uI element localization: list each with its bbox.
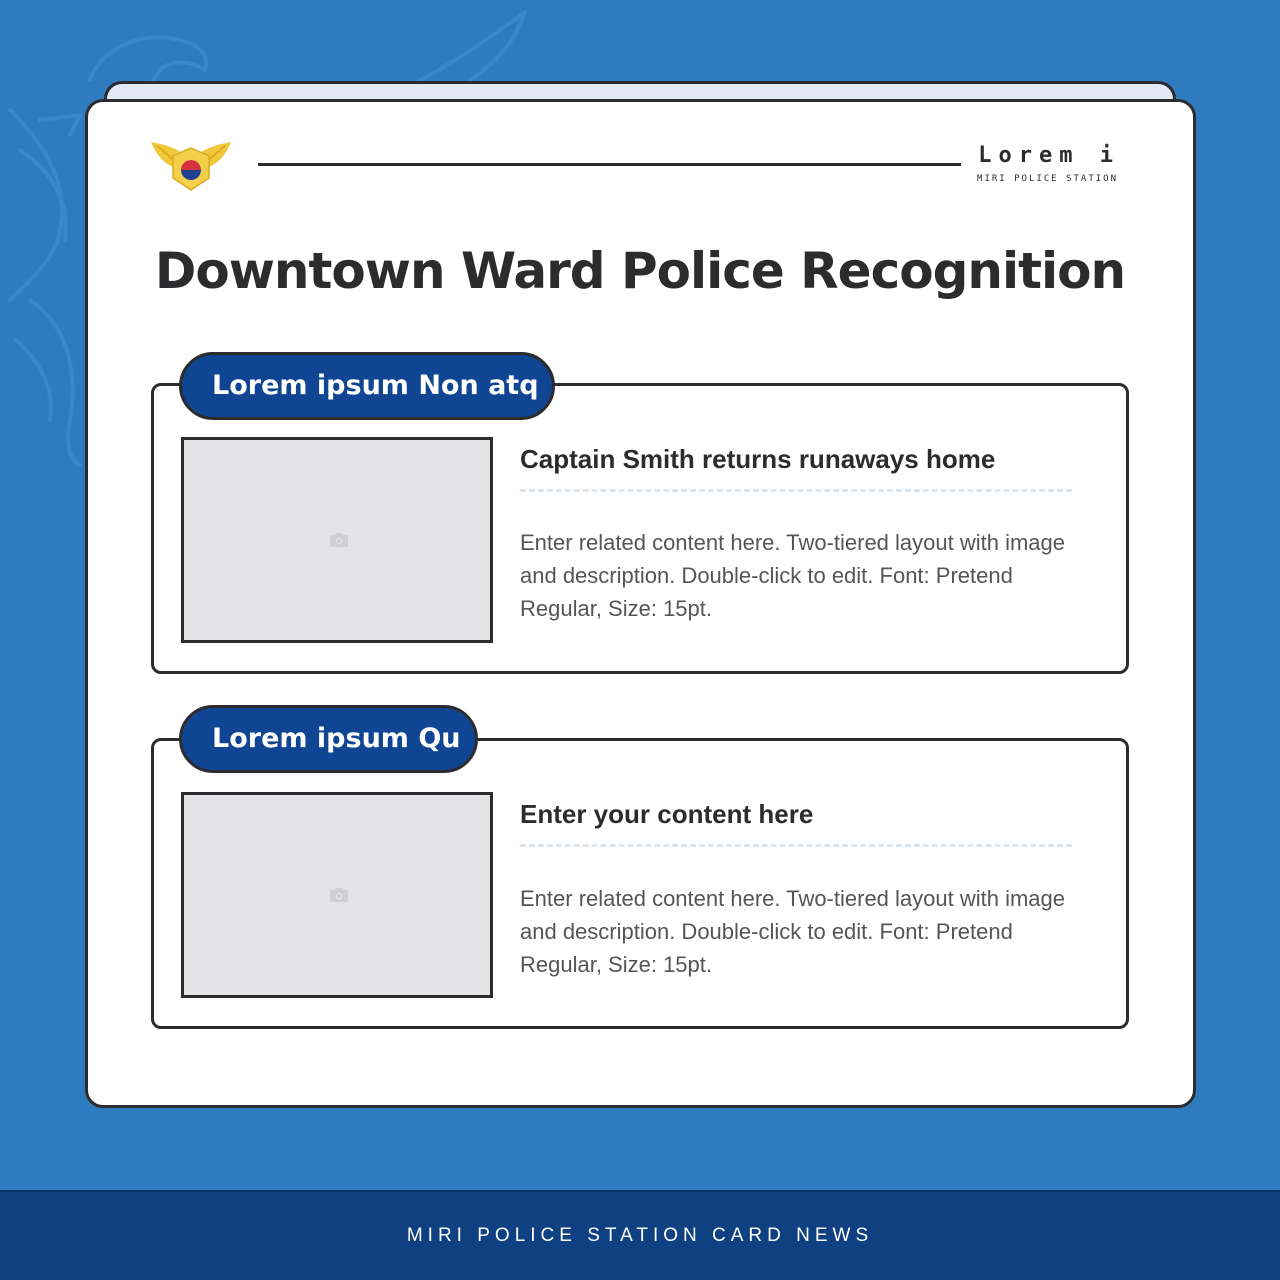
section-label-pill: Lorem ipsum Qu — [179, 705, 478, 773]
page-title: Downtown Ward Police Recognition — [154, 242, 1126, 300]
item-title[interactable]: Enter your content here — [520, 799, 814, 829]
image-placeholder[interactable] — [181, 437, 493, 643]
item-description[interactable]: Enter related content here. Two-tiered layout with image and description. Double-click to edit. Font: Pretend Regular, Size: 15pt. — [520, 530, 1066, 621]
footer-bar — [0, 1190, 1280, 1280]
item-title[interactable]: Captain Smith returns runaways home — [520, 444, 996, 474]
brand-subtitle: MIRI POLICE STATION — [977, 174, 1118, 184]
police-emblem-logo — [149, 138, 233, 194]
dashed-divider — [520, 844, 1072, 847]
header-divider — [258, 163, 961, 166]
camera-icon — [329, 532, 349, 548]
item-description[interactable]: Enter related content here. Two-tiered layout with image and description. Double-click to edit. Font: Pretend Regular, Size: 15pt. — [520, 886, 1066, 977]
camera-icon — [329, 887, 349, 903]
brand-name: Lorem i — [978, 143, 1120, 168]
image-placeholder[interactable] — [181, 792, 493, 998]
dashed-divider — [520, 489, 1072, 492]
footer-text: MIRI POLICE STATION CARD NEWS — [406, 1225, 874, 1246]
section-label-pill: Lorem ipsum Non atq — [179, 352, 555, 420]
